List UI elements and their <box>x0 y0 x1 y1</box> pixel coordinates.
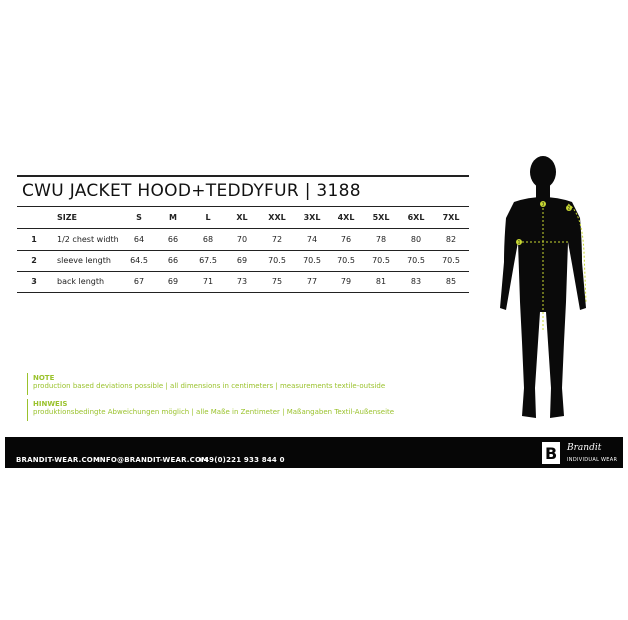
size-header-4xl: 4XL <box>337 213 355 222</box>
table-cell: 70.5 <box>372 256 390 265</box>
size-header-xxl: XXL <box>268 213 286 222</box>
table-cell: 83 <box>410 277 422 286</box>
marker-3-label: 3 <box>541 201 545 207</box>
email-link[interactable]: INFO@BRANDIT-WEAR.COM <box>97 456 209 464</box>
size-column-header: SIZE <box>57 213 78 222</box>
size-header-6xl: 6XL <box>407 213 425 222</box>
size-header-7xl: 7XL <box>442 213 460 222</box>
size-header-l: L <box>205 213 211 222</box>
marker-1-label: 1 <box>517 239 521 245</box>
table-cell: 69 <box>236 256 248 265</box>
table-row-1-rule <box>17 250 469 251</box>
table-cell: 77 <box>306 277 318 286</box>
hinweis-accent-bar <box>27 399 28 421</box>
table-cell: 64.5 <box>130 256 148 265</box>
size-header-xl: XL <box>236 213 248 222</box>
table-cell: 70.5 <box>268 256 286 265</box>
table-cell: 70.5 <box>442 256 460 265</box>
hinweis-heading: HINWEIS <box>33 400 68 408</box>
title-top-rule <box>17 175 469 177</box>
table-cell: 78 <box>375 235 387 244</box>
brand-logo-tagline: INDIVIDUAL WEAR <box>567 457 618 463</box>
table-cell: 69 <box>167 277 179 286</box>
body-silhouette <box>500 156 586 418</box>
table-cell: 76 <box>340 235 352 244</box>
table-cell: 70 <box>236 235 248 244</box>
table-header-bottom-rule <box>17 228 469 229</box>
row-number: 3 <box>31 277 37 286</box>
note-heading: NOTE <box>33 374 55 382</box>
brand-logo-name: Brandit <box>567 443 602 453</box>
size-header-3xl: 3XL <box>303 213 321 222</box>
website-link[interactable]: BRANDIT-WEAR.COM <box>16 456 101 464</box>
size-chart-title: CWU JACKET HOOD+TEDDYFUR | 3188 <box>22 181 361 201</box>
body-measurement-figure <box>488 152 598 424</box>
table-cell: 66 <box>167 256 179 265</box>
table-cell: 80 <box>410 235 422 244</box>
row-label: 1/2 chest width <box>57 235 119 244</box>
marker-2-label: 2 <box>567 205 571 211</box>
row-number: 2 <box>31 256 37 265</box>
table-cell: 85 <box>445 277 457 286</box>
table-cell: 68 <box>202 235 214 244</box>
table-cell: 71 <box>202 277 214 286</box>
table-cell: 70.5 <box>337 256 355 265</box>
table-cell: 66 <box>167 235 179 244</box>
table-row-2-rule <box>17 271 469 272</box>
brand-logo-letter: B <box>545 444 558 463</box>
table-cell: 67 <box>133 277 145 286</box>
row-label: sleeve length <box>57 256 111 265</box>
note-accent-bar <box>27 373 28 395</box>
table-cell: 82 <box>445 235 457 244</box>
row-label: back length <box>57 277 105 286</box>
table-row-3-rule <box>17 292 469 293</box>
table-cell: 73 <box>236 277 248 286</box>
table-cell: 67.5 <box>199 256 217 265</box>
size-header-m: M <box>169 213 177 222</box>
table-cell: 72 <box>271 235 283 244</box>
table-cell: 79 <box>340 277 352 286</box>
table-cell: 70.5 <box>407 256 425 265</box>
table-cell: 74 <box>306 235 318 244</box>
size-header-5xl: 5XL <box>372 213 390 222</box>
note-text: production based deviations possible | all dimensions in centimeters | measurements textile-outside <box>33 382 386 390</box>
size-header-s: S <box>136 213 142 222</box>
table-cell: 81 <box>375 277 387 286</box>
table-header-top-rule <box>17 206 469 207</box>
table-cell: 75 <box>271 277 283 286</box>
table-cell: 70.5 <box>303 256 321 265</box>
table-cell: 64 <box>133 235 145 244</box>
hinweis-text: produktionsbedingte Abweichungen möglich | alle Maße in Zentimeter | Maßangaben Textil-Außenseite <box>33 408 395 416</box>
row-number: 1 <box>31 235 37 244</box>
phone-number: +49(0)221 933 844 0 <box>198 456 285 464</box>
